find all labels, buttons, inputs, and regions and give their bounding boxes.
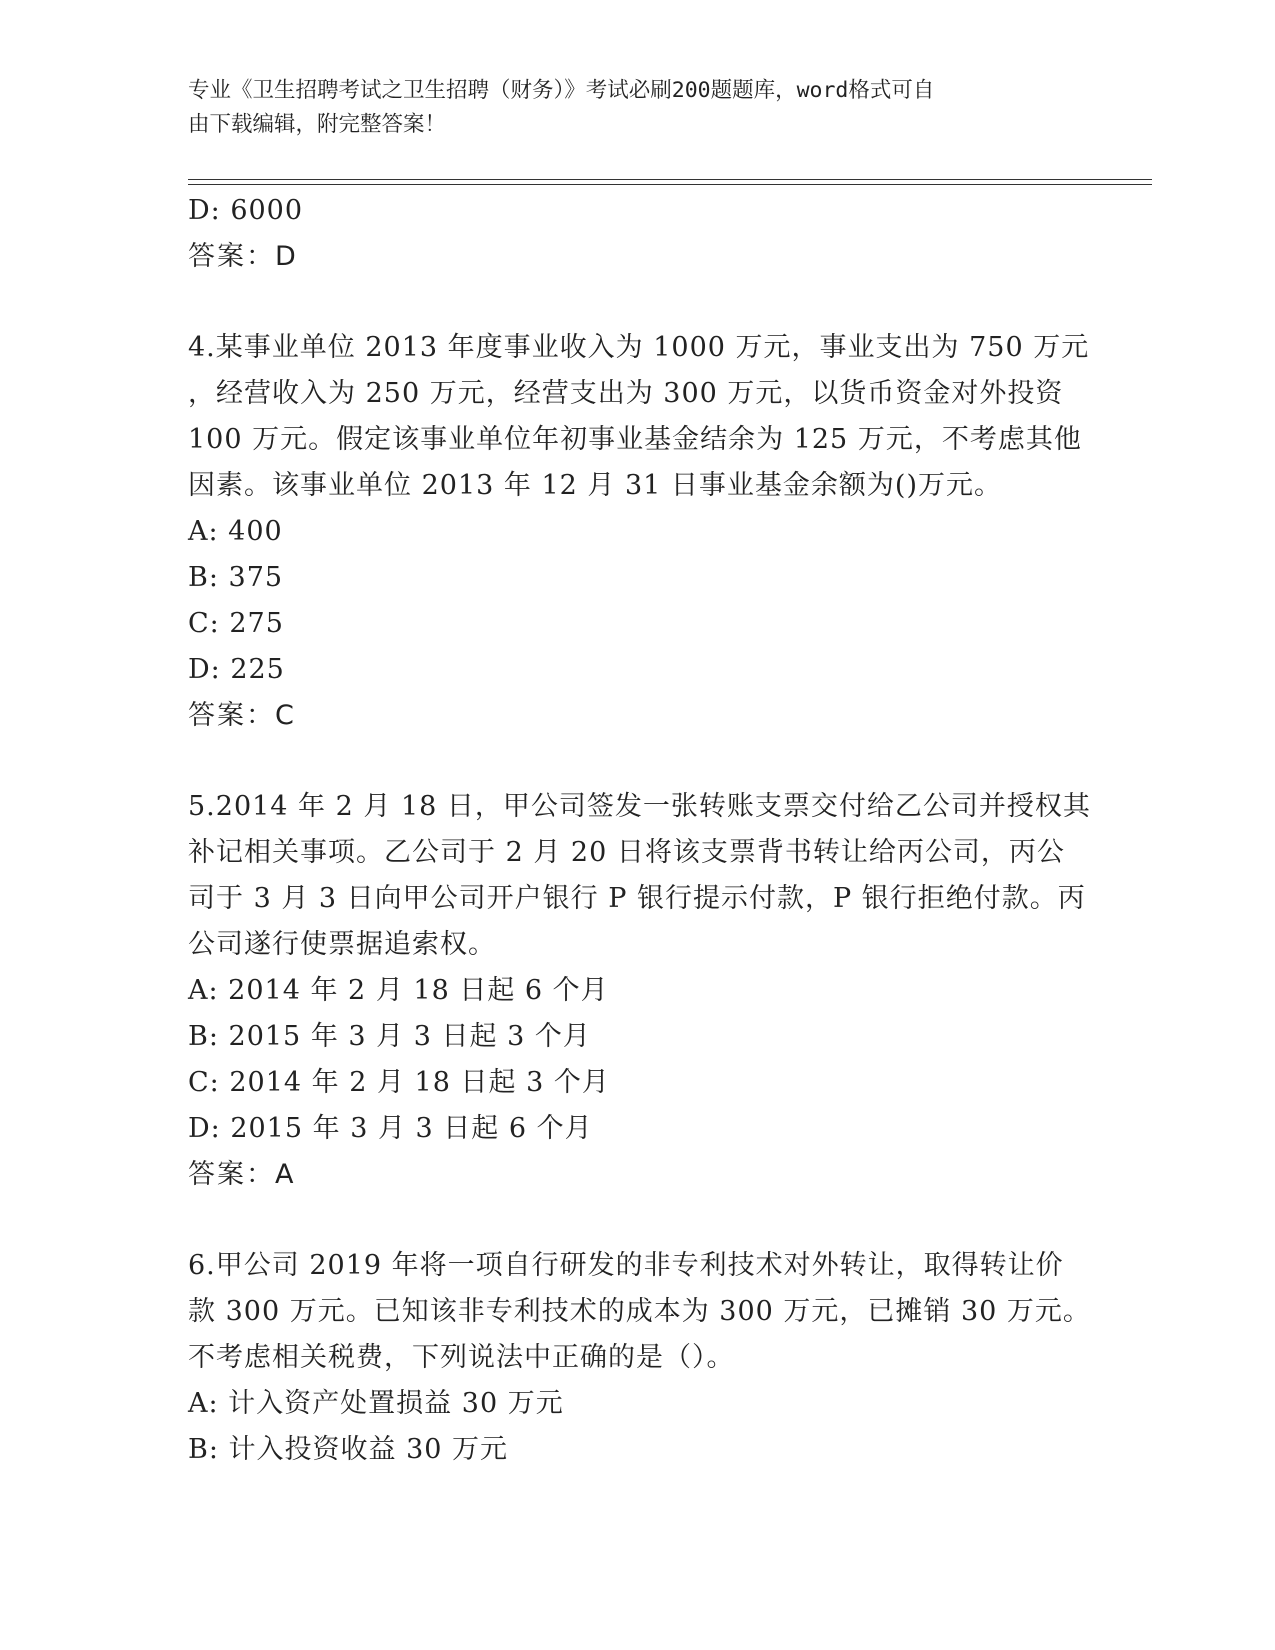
question-stem-line: ，经营收入为 250 万元，经营支出为 300 万元，以货币资金对外投资 xyxy=(188,378,1064,409)
answer-line: 答案：C xyxy=(188,700,296,731)
question-stem-line: 5.2014 年 2 月 18 日，甲公司签发一张转账支票交付给乙公司并授权其 xyxy=(188,791,1091,822)
header-line-2: 由下载编辑，附完整答案！ xyxy=(188,112,447,137)
question-stem-line: 不考虑相关税费，下列说法中正确的是（）。 xyxy=(188,1342,735,1373)
option-c: C: 2014 年 2 月 18 日起 3 个月 xyxy=(188,1067,610,1098)
option-a: A: 计入资产处置损益 30 万元 xyxy=(188,1388,564,1419)
document-header xyxy=(188,74,1068,142)
option-d: D: 6000 xyxy=(188,195,304,226)
previous-question-tail xyxy=(188,188,1088,280)
question-6 xyxy=(188,1243,1091,1473)
question-4 xyxy=(188,325,1088,739)
spacer xyxy=(188,739,1088,784)
option-b: B: 计入投资收益 30 万元 xyxy=(188,1434,509,1465)
header-line-1: 专业《卫生招聘考试之卫生招聘（财务）》考试必刷200题题库，word格式可自 xyxy=(188,78,935,103)
header-rule-bottom xyxy=(188,184,1152,185)
option-a: A: 2014 年 2 月 18 日起 6 个月 xyxy=(188,975,609,1006)
answer-line: 答案：D xyxy=(188,241,298,272)
option-d: D: 225 xyxy=(188,654,285,685)
question-stem-line: 4.某事业单位 2013 年度事业收入为 1000 万元，事业支出为 750 万元 xyxy=(188,332,1090,363)
answer-line: 答案：A xyxy=(188,1159,296,1190)
option-b: B: 2015 年 3 月 3 日起 3 个月 xyxy=(188,1021,591,1052)
document-body xyxy=(188,188,1091,1473)
option-d: D: 2015 年 3 月 3 日起 6 个月 xyxy=(188,1113,593,1144)
option-b: B: 375 xyxy=(188,562,284,593)
question-stem-line: 司于 3 月 3 日向甲公司开户银行 P 银行提示付款，P 银行拒绝付款。丙 xyxy=(188,883,1086,914)
question-stem-line: 款 300 万元。已知该非专利技术的成本为 300 万元，已摊销 30 万元。 xyxy=(188,1296,1091,1327)
header-rule-top xyxy=(188,179,1152,180)
option-c: C: 275 xyxy=(188,608,284,639)
spacer xyxy=(188,280,1088,325)
question-stem-line: 补记相关事项。乙公司于 2 月 20 日将该支票背书转让给丙公司，丙公 xyxy=(188,837,1065,868)
spacer xyxy=(188,1198,1088,1243)
question-stem-line: 因素。该事业单位 2013 年 12 月 31 日事业基金余额为()万元。 xyxy=(188,470,1002,501)
question-5 xyxy=(188,784,1091,1198)
option-a: A: 400 xyxy=(188,516,283,547)
question-stem-line: 公司遂行使票据追索权。 xyxy=(188,929,496,960)
question-stem-line: 6.甲公司 2019 年将一项自行研发的非专利技术对外转让，取得转让价 xyxy=(188,1250,1064,1281)
question-stem-line: 100 万元。假定该事业单位年初事业基金结余为 125 万元，不考虑其他 xyxy=(188,424,1082,455)
